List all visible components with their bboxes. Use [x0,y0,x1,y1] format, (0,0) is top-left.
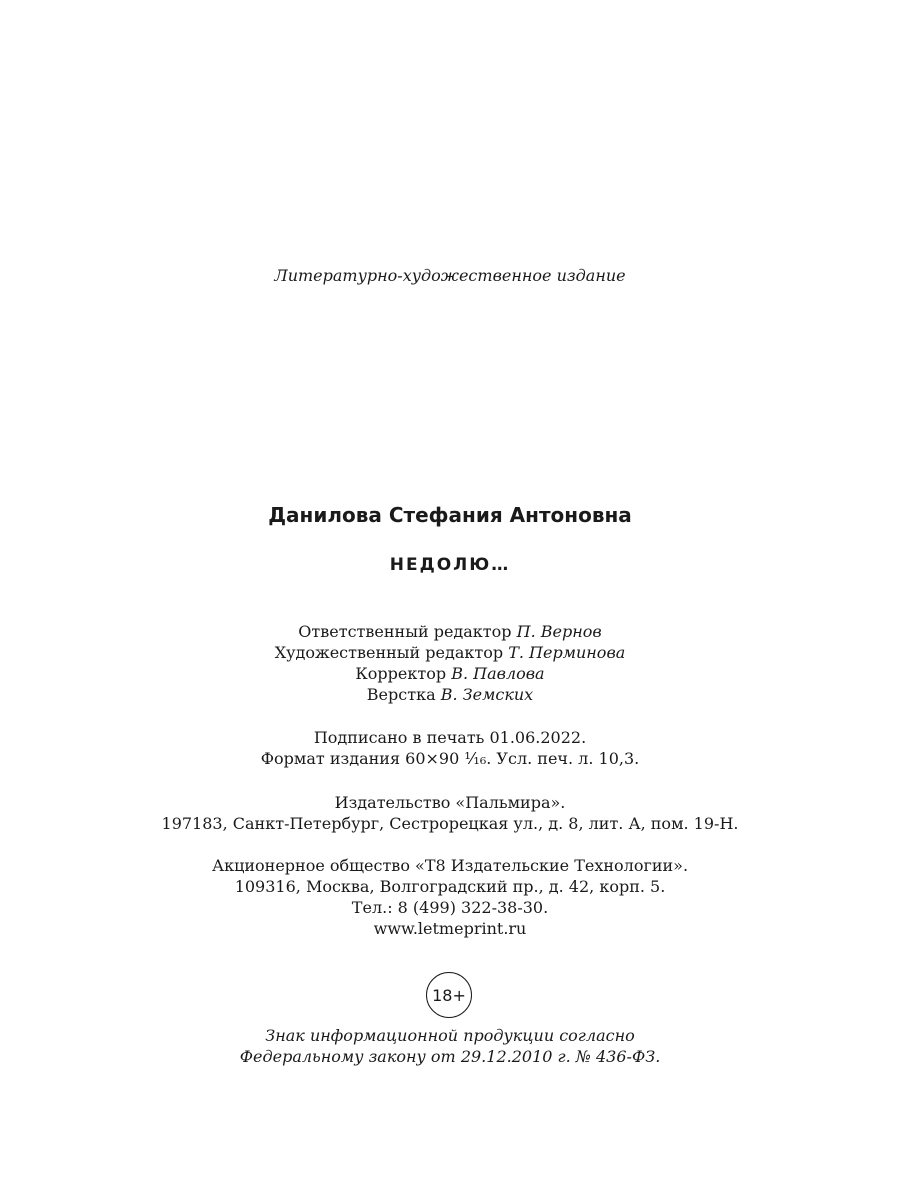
staff-role: Художественный редактор [274,643,504,662]
staff-line-layout [0,685,900,704]
publisher-name: Издательство «Пальмира». [334,793,566,812]
age-rating-badge [426,972,472,1018]
staff-role: Верстка [366,685,436,704]
staff-name: В. Павлова [451,664,545,683]
staff-name: Т. Перминова [508,643,626,662]
printer-name: Акционерное общество «Т8 Издательские Технологии». [211,856,689,875]
staff-role: Ответственный редактор [298,622,512,641]
edition-type: Литературно-художественное издание [274,266,626,285]
staff-name: В. Земских [440,685,534,704]
printer-website: www.letmeprint.ru [373,919,527,938]
age-note-line-2: Федеральному закону от 29.12.2010 г. № 436-ФЗ. [239,1047,661,1066]
book-title: НЕДОЛЮ… [389,555,511,575]
age-rating-label: 18+ [432,985,466,1005]
print-signed-date: Подписано в печать 01.06.2022. [313,728,587,747]
staff-line-executive-editor [0,622,900,641]
publisher-address: 197183, Санкт-Петербург, Сестрорецкая ул., д. 8, лит. А, пом. 19-Н. [161,814,739,833]
staff-line-proofreader [0,664,900,683]
staff-line-art-editor [0,643,900,662]
printer-address: 109316, Москва, Волгоградский пр., д. 42, корп. 5. [234,877,666,896]
age-note-line-1: Знак информационной продукции согласно [265,1026,635,1045]
staff-role: Корректор [355,664,447,683]
print-format: Формат издания 60×90 ¹⁄₁₆. Усл. печ. л. 10,3. [260,749,640,768]
printer-phone: Тел.: 8 (499) 322-38-30. [351,898,549,917]
staff-name: П. Вернов [516,622,602,641]
author-name: Данилова Стефания Антоновна [268,503,632,527]
